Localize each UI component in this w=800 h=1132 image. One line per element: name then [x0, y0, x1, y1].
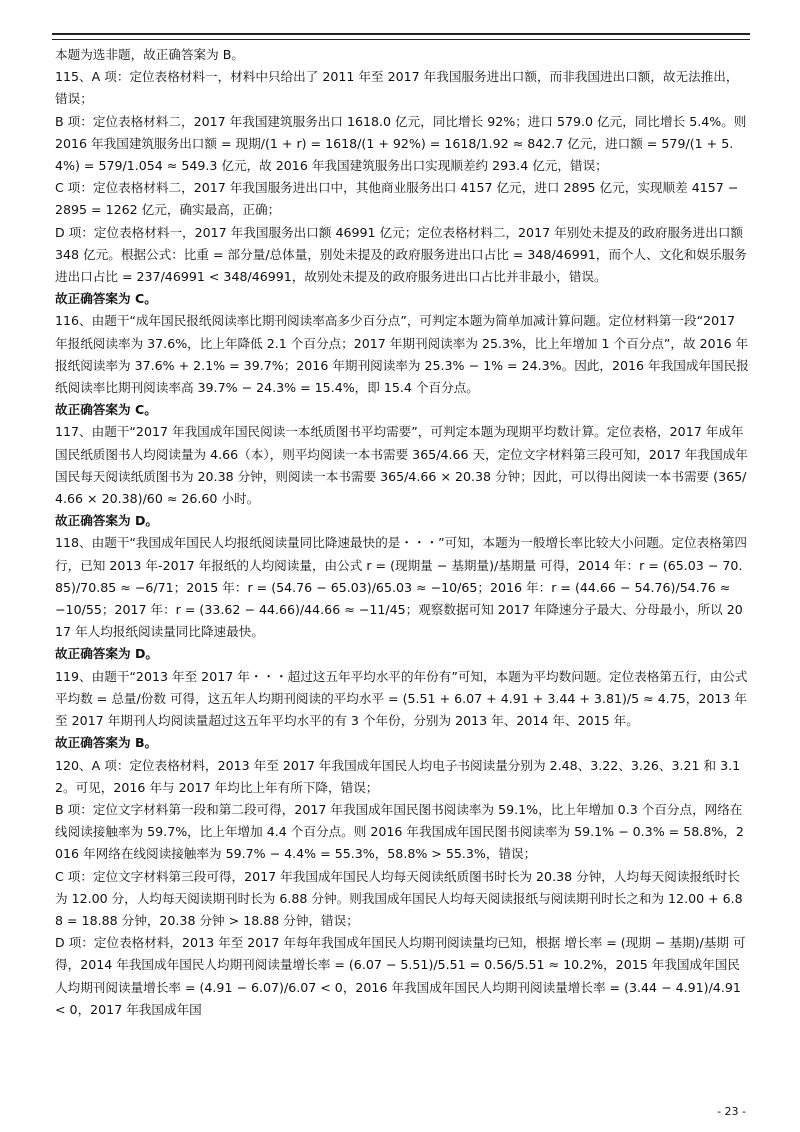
text-line: C 项：定位文字材料第三段可得，2017 年我国成年国民人均每天阅读纸质图书时长为 20.38 分钟，人均每天阅读报纸时长为 12.00 分，人均每天阅读期刊时长为 6.88 分钟。则我国成年国民人均每天阅读报纸与阅读期刊时长之和为 12.00 + 6.88 = 18.88 分钟，20.38 分钟 > 18.88 分钟，错误； [55, 868, 743, 928]
text-line: B 项：定位文字材料第一段和第二段可得，2017 年我国成年国民图书阅读率为 59.1%，比上年增加 0.3 个百分点，网络在线阅读接触率为 59.7%，比上年增加 4.4 个百分点。则 2016 年我国成年国民图书阅读率为 59.1% − 0.3% = 58.8%，2016 年网络在线阅读接触率为 59.7% − 4.4% = 55.3%，58.8% > 55.3%，错误； [55, 801, 744, 862]
text-line: 117、由题干“2017 年我国成年国民阅读一本纸质图书平均需要”，可判定本题为现期平均数计算。定位表格，2017 年成年国民纸质图书人均阅读量为 4.66（本），则平均阅读一本书需要 365/4.66 天，定位文字材料第三段可知，2017 年我国成年国民每天阅读纸质图书为 20.38 分钟，则阅读一本书需要 365/4.66 × 20.38 分钟；因此，可以得出阅读一本书需要 (365/4.66 × 20.38)/60 ≈ 26.60 小时。 [55, 424, 748, 507]
text-line: D 项：定位表格材料一，2017 年我国服务出口额 46991 亿元；定位表格材料二，2017 年别处未提及的政府服务进出口额 348 亿元。根据公式：比重 = 部分量/总体量，别处未提及的政府服务进出口占比 = 348/46991，而个人、文化和娱乐服务进出口占比 = 237/46991 < 348/46991，故别处未提及的政府服务进出口占比并非最小，错误。 [55, 224, 747, 285]
text-line: 120、A 项：定位表格材料，2013 年至 2017 年我国成年国民人均电子书阅读量分别为 2.48、3.22、3.26、3.21 和 3.12。可见，2016 年与 2017 年均比上年有所下降，错误； [55, 757, 741, 795]
text-line: B 项：定位表格材料二，2017 年我国建筑服务出口 1618.0 亿元，同比增长 92%；进口 579.0 亿元，同比增长 5.4%。则 2016 年我国建筑服务出口额 = 现期/(1 + r) = 1618/(1 + 92%) = 1618/1.92 ≈ 842.7 亿元，进口额 = 579/(1 + 5.4%) = 579/1.054 ≈ 549.3 亿元，故 2016 年我国建筑服务出口实现顺差约 293.4 亿元，错误； [55, 113, 747, 174]
answer-line: 故正确答案为 C。 [55, 402, 157, 418]
text-line: 本题为选非题，故正确答案为 B。 [55, 47, 244, 62]
header-rule-thin [52, 39, 750, 40]
text-line: C 项：定位表格材料二，2017 年我国服务进出口中，其他商业服务出口 4157 亿元，进口 2895 亿元，实现顺差 4157 − 2895 = 1262 亿元，确实最高，正确； [55, 180, 739, 218]
answer-explanation-body [55, 44, 750, 1021]
page-number: - 23 - [717, 1105, 746, 1118]
answer-line: 故正确答案为 D。 [55, 513, 158, 529]
answer-line: 故正确答案为 B。 [55, 735, 158, 751]
text-line: 116、由题干“成年国民报纸阅读率比期刊阅读率高多少百分点”，可判定本题为简单加减计算问题。定位材料第一段“2017 年报纸阅读率为 37.6%，比上年降低 2.1 个百分点；2017 年期刊阅读率为 25.3%，比上年增加 1 个百分点”，故 2016 年报纸阅读率为 37.6% + 2.1% = 39.7%；2016 年期刊阅读率为 25.3% − 1% = 24.3%。因此，2016 年我国成年国民报纸阅读率比期刊阅读率高 39.7% − 24.3% = 15.4%，即 15.4 个百分点。 [55, 313, 749, 396]
answer-line: 故正确答案为 C。 [55, 291, 157, 307]
text-line: 118、由题干“我国成年国民人均报纸阅读量同比降速最快的是・・・”可知，本题为一般增长率比较大小问题。定位表格第四行，已知 2013 年-2017 年报纸的人均阅读量，由公式 r = (现期量 − 基期量)/基期量 可得，2014 年：r = (65.03 − 70.85)/70.85 ≈ −6/71；2015 年：r = (54.76 − 65.03)/65.03 ≈ −10/65；2016 年：r = (44.66 − 54.76)/54.76 ≈ −10/55；2017 年：r = (33.62 − 44.66)/44.66 ≈ −11/45；观察数据可知 2017 年降速分子最大、分母最小，所以 2017 年人均报纸阅读量同比降速最快。 [55, 535, 747, 640]
answer-line: 故正确答案为 D。 [55, 646, 158, 662]
text-line: 119、由题干“2013 年至 2017 年・・・超过这五年平均水平的年份有”可知，本题为平均数问题。定位表格第五行，由公式 平均数 = 总量/份数 可得，这五年人均期刊阅读的平均水平 = (5.51 + 6.07 + 4.91 + 3.44 + 3.81)/5 ≈ 4.75，2013 年至 2017 年期刊人均阅读量超过这五年平均水平的有 3 个年份，分别为 2013 年、2014 年、2015 年。 [55, 668, 748, 729]
text-line: D 项：定位表格材料，2013 年至 2017 年每年我国成年国民人均期刊阅读量均已知，根据 增长率 = (现期 − 基期)/基期 可得，2014 年我国成年国民人均期刊阅读量增长率 = (6.07 − 5.51)/5.51 = 0.56/5.51 ≈ 10.2%，2015 年我国成年国民人均期刊阅读量增长率 = (4.91 − 6.07)/6.07 < 0，2016 年我国成年国民人均期刊阅读量增长率 = (3.44 − 4.91)/4.91 < 0，2017 年我国成年国 [55, 935, 746, 1017]
text-line: 115、A 项：定位表格材料一，材料中只给出了 2011 年至 2017 年我国服务进出口额，而非我国进出口额，故无法推出，错误； [55, 69, 739, 107]
header-rule-thick [52, 33, 750, 35]
